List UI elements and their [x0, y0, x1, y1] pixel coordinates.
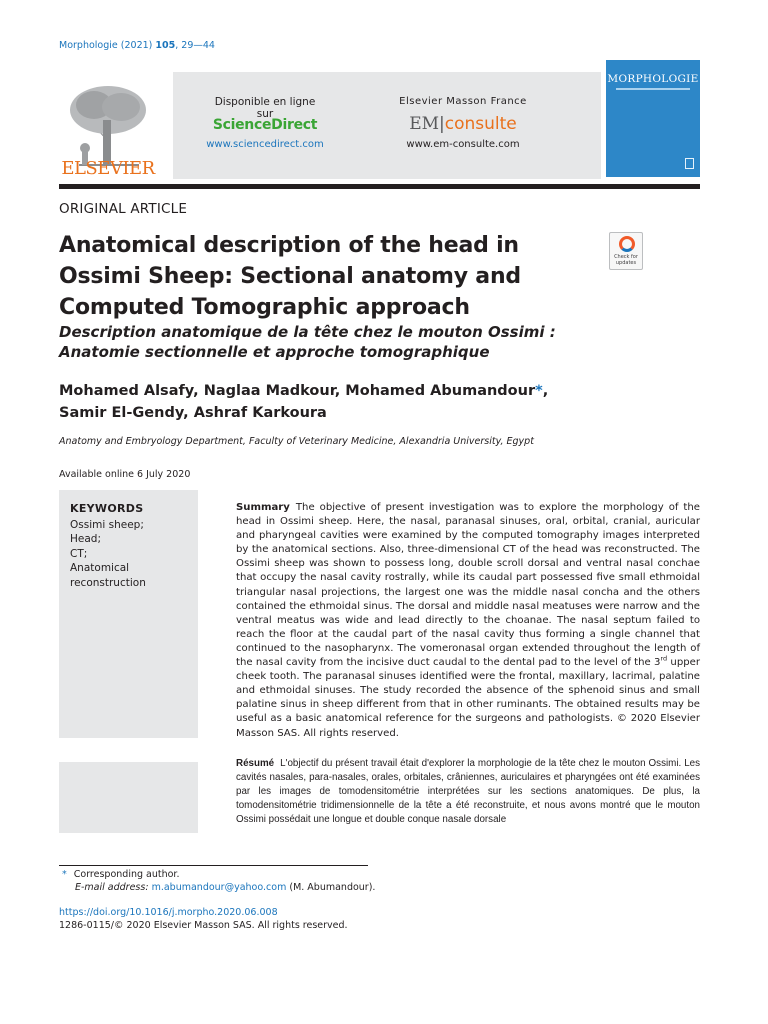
journal-name: Morphologie: [59, 40, 118, 51]
summary-label: Summary: [236, 502, 290, 513]
resume-text: L'objectif du présent travail était d'explorer la morphologie de la tête chez le mouton Ossimi. Les cavités nasales, para-nasales, orales, orbitales, crâniennes, auriculaires et pharyngées ont été examinées par les images de tomodensitométrie interprétées sur les sections anatomiques. De plus, la tomodensitométrie tridimensionnelle de la tête a été reconstruite, et nous avons montré que le mouton Ossimi possédait une longue et double conque nasale dorsale: [236, 758, 700, 826]
journal-volume: 105: [155, 40, 176, 51]
affiliation: Anatomy and Embryology Department, Faculty of Veterinary Medicine, Alexandria University, Egypt: [59, 436, 534, 447]
summary-text-continued: upper cheek tooth. The paranasal sinuses identified were the frontal, maxillary, lacrimal, palatine and ethmoidal sinuses. The study recorded the absence of the sphenoid sinus and small palatine sinus in sheep different from that in other ruminants. The obtained results may be useful as a basic anatomical reference for the surgeons and pathologists. © 2020 Elsevier Masson SAS. All rights reserved.: [236, 657, 700, 739]
email-label: E-mail address:: [75, 882, 149, 893]
doi-link[interactable]: https://doi.org/10.1016/j.morpho.2020.06.008: [59, 907, 278, 918]
journal-banner: [59, 60, 700, 180]
availability-box: [173, 72, 601, 179]
author[interactable]: Mohamed Alsafy: [59, 383, 194, 399]
check-updates-icon: [619, 236, 635, 252]
resume-abstract: [236, 757, 700, 827]
em-publisher-label: Elsevier Masson France: [399, 96, 527, 107]
footnote-corresponding-label: Corresponding author.: [73, 869, 180, 880]
keyword: Head;: [70, 533, 101, 546]
author[interactable]: Samir El-Gendy: [59, 405, 184, 421]
cover-title: MORPHOLOGIE: [607, 73, 699, 85]
resume-label: Résumé: [236, 758, 275, 769]
article-type: ORIGINAL ARTICLE: [59, 201, 188, 217]
keyword: CT;: [70, 547, 88, 560]
footnote-email: [75, 882, 375, 893]
footnote-mark: *: [62, 869, 67, 880]
article-subtitle-french: Description anatomique de la tête chez le mouton Ossimi : Anatomie sectionnelle et approche tomographique: [59, 323, 556, 361]
footnote-rule: [59, 865, 368, 866]
sciencedirect-link[interactable]: www.sciencedirect.com: [206, 139, 324, 150]
author-list: Mohamed Alsafy, Naglaa Madkour, Mohamed Abumandour*, Samir El-Gendy, Ashraf Karkoura: [59, 383, 549, 421]
check-for-updates-button[interactable]: [609, 232, 643, 270]
mots-cles-box: [59, 762, 198, 833]
journal-cover: [606, 60, 700, 177]
article-title: Anatomical description of the head in Ossimi Sheep: Sectional anatomy and Computed Tomographic approach: [59, 233, 521, 320]
check-updates-label: Check for updates: [614, 254, 638, 266]
cover-subtitle-bar: [616, 88, 690, 90]
email-link[interactable]: m.abumandour@yahoo.com: [151, 882, 287, 893]
elsevier-logo-text: ELSEVIER: [61, 158, 155, 179]
available-online-date: Available online 6 July 2020: [59, 469, 191, 480]
keywords-box: [59, 490, 198, 738]
sd-available-label: Disponible en ligne sur: [214, 96, 316, 120]
author[interactable]: Naglaa Madkour: [203, 383, 335, 399]
summary-text: The objective of present investigation was to explore the morphology of the head in Ossimi sheep. Here, the nasal, paranasal sinuses, oral, orbital, cranial, auricular and pharyngeal cavities were examined by the computed tomography images interpreted by the anatomical sections. Also, three-dimensional CT of the head was reconstructed. The Ossimi sheep was shown to possess long, double scroll dorsal and ventral nasal conchae that occupy the nasal cavity rostrally, while its caudal part possessed five small ethmoidal triangular nasal projections, the largest one was the middle nasal concha and the others contained the ethmoidal sinus. The dorsal and middle nasal meatuses were narrow and the ventral meatus was wide and lead directly to the choanae. The nasal septum failed to reach the floor at the caudal part of the nasal cavity thus forming a single channel that continued to the nasopharynx. The vomeronasal organ extended throughout the length of the nasal cavity from the incisive duct caudal to the dental pad to the level of the 3: [236, 502, 700, 669]
header-rule: [59, 184, 700, 189]
email-owner: (M. Abumandour).: [289, 882, 376, 893]
em-consulte-link[interactable]: www.em-consulte.com: [406, 139, 520, 150]
em-consulte-logo: EM|consulte: [409, 114, 517, 134]
copyright-line: 1286-0115/© 2020 Elsevier Masson SAS. All rights reserved.: [59, 920, 348, 931]
summary-abstract: [236, 501, 700, 741]
keywords-heading: KEYWORDS: [70, 502, 144, 515]
ordinal-suffix: rd: [660, 654, 668, 663]
author[interactable]: Mohamed Abumandour: [345, 383, 536, 399]
journal-reference: Morphologie (2021) 105, 29—44: [59, 40, 215, 51]
cover-publisher-icon: [685, 158, 694, 169]
corresponding-author-mark[interactable]: *: [535, 383, 543, 399]
keyword: Anatomical reconstruction: [70, 562, 146, 589]
sciencedirect-logo: ScienceDirect: [212, 117, 318, 133]
keyword: Ossimi sheep;: [70, 519, 144, 531]
journal-year: (2021): [120, 40, 153, 51]
footnote-corresponding: [62, 869, 179, 880]
author[interactable]: Ashraf Karkoura: [193, 405, 327, 421]
journal-pages: 29—44: [181, 40, 215, 51]
